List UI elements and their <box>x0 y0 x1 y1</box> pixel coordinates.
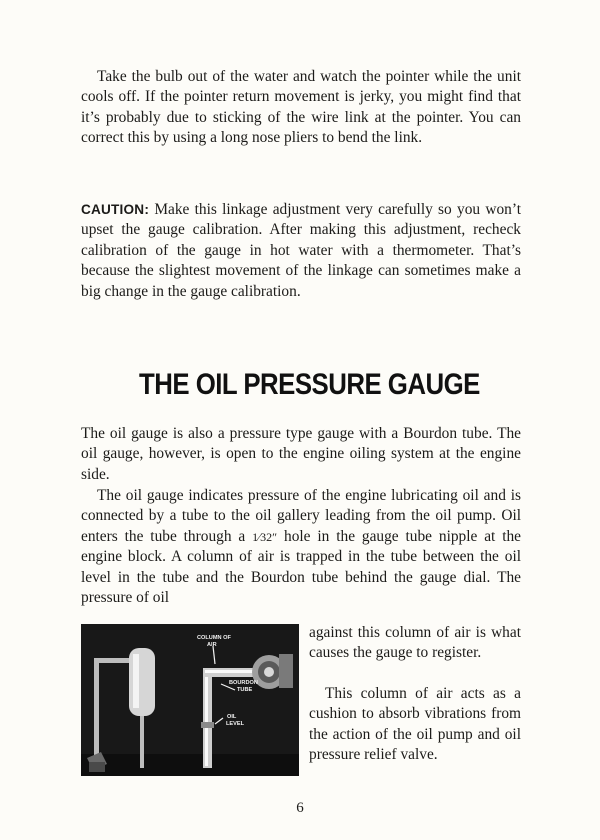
p4-text-end: hole in the gauge tube nipple at the engine block. A column of air is trapped in the tube between the oil level in the tube and the Bourdon tube behind the gauge dial. The pressure of oil <box>81 527 522 607</box>
label-bourdon: BOURDON <box>229 680 258 686</box>
caution-label: CAUTION: <box>81 202 150 217</box>
page-number: 6 <box>296 800 304 816</box>
paragraph-oil-gauge-pressure <box>81 486 521 608</box>
label-tube: TUBE <box>237 687 253 693</box>
label-level: LEVEL <box>226 721 245 727</box>
paragraph-pointer-adjustment: Take the bulb out of the water and watch the pointer while the unit cools off. If the pointer return movement is jerky, you might find that it’s probably due to sticking of the wire link at the pointer. You can correct this by using a long nose pliers to bend the link. <box>81 68 521 147</box>
paragraph-air-cushion: This column of air acts as a cushion to absorb vibrations from the action of the oil pump and oil pressure relief valve. <box>309 685 521 764</box>
reservoir-bulb <box>129 648 155 716</box>
oil-gauge-diagram <box>81 624 299 776</box>
paragraph-caution <box>81 200 521 302</box>
oil-level-mark <box>201 722 214 728</box>
paragraph-air-column: against this column of air is what causes the gauge to register. <box>309 624 521 662</box>
oil-gauge-diagram-photo <box>81 624 299 776</box>
caution-text: Make this linkage adjustment very carefully so you won’t upset the gauge calibration. After making this adjustment, recheck calibration of the gauge in hot water with a thermometer. That’s because the slightest movement of the linkage can sometimes make a big change in the gauge calibration. <box>81 201 521 300</box>
section-heading: THE OIL PRESSURE GAUGE <box>139 368 480 401</box>
hole-size-fraction: 1⁄32″ <box>252 529 278 544</box>
label-air: AIR <box>207 642 217 648</box>
label-column-of: COLUMN OF <box>197 635 231 641</box>
p4-text-start: The oil gauge indicates pressure of the engine lubricating oil and is connected by a tube to the oil gallery leading from the oil pump. Oil enters the tube through a <box>81 487 521 545</box>
label-oil: OIL <box>227 714 237 720</box>
paragraph-oil-gauge-intro: The oil gauge is also a pressure type gauge with a Bourdon tube. The oil gauge, however, is open to the engine oiling system at the engine side. <box>81 425 521 483</box>
